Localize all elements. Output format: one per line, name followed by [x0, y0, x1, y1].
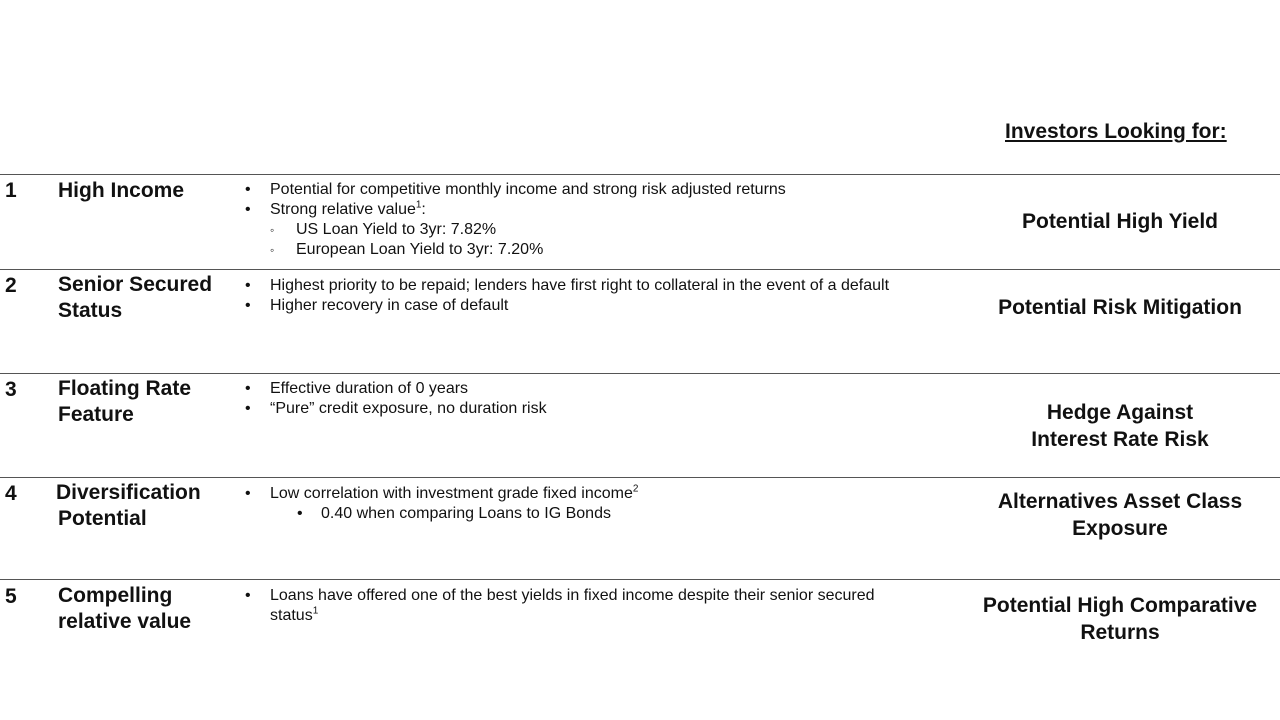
sub-bullet-item	[243, 220, 923, 240]
page-heading: Investors Looking for:	[1005, 120, 1227, 143]
row-title-line: Potential	[58, 507, 147, 530]
row-title-line: Compelling	[58, 584, 173, 607]
benefit-line: Potential Risk Mitigation	[998, 296, 1242, 319]
row-number: 1	[5, 179, 17, 202]
row-divider	[0, 579, 1280, 580]
benefit-line: Alternatives Asset Class	[997, 490, 1243, 513]
investor-benefit	[960, 488, 1280, 542]
benefit-line: Potential High Yield	[1021, 210, 1219, 233]
bullet-item	[243, 586, 903, 626]
bullet-list	[243, 180, 923, 260]
row-title	[58, 376, 191, 428]
bullet-text: 0.40 when comparing Loans to IG Bonds	[321, 505, 611, 522]
row-title-line: High Income	[58, 179, 185, 202]
sub-bullet-item	[243, 240, 923, 260]
bullet-text: Highest priority to be repaid; lenders have first right to collateral in the event of a default	[270, 277, 890, 294]
row-title	[58, 583, 191, 635]
benefit-line: Hedge Against	[1046, 401, 1194, 424]
row-divider	[0, 269, 1280, 270]
bullet-list	[243, 586, 903, 626]
footnote-mark: 2	[632, 483, 639, 495]
bullet-item	[243, 200, 923, 220]
benefit-line: Returns	[1080, 621, 1160, 644]
bullet-text: Effective duration of 0 years	[270, 380, 469, 397]
bullet-text: Low correlation with investment grade fixed income	[270, 485, 633, 502]
row-divider	[0, 373, 1280, 374]
row-divider	[0, 174, 1280, 175]
benefit-line: Interest Rate Risk	[1031, 428, 1209, 451]
bullet-item	[243, 276, 923, 296]
bullet-list	[243, 484, 923, 524]
benefit-line: Exposure	[1072, 517, 1168, 540]
row-number: 4	[5, 482, 17, 505]
bullet-item	[243, 379, 923, 399]
bullet-item	[243, 484, 923, 504]
investor-benefit	[960, 592, 1280, 646]
row-number: 2	[5, 274, 17, 297]
bullet-item	[243, 180, 923, 200]
sub-bullet-item	[243, 504, 923, 524]
investor-benefit	[960, 208, 1280, 235]
bullet-text: Potential for competitive monthly income and strong risk adjusted returns	[270, 181, 786, 198]
bullet-text: Strong relative value	[270, 201, 416, 218]
row-divider	[0, 477, 1280, 478]
bullet-suffix: :	[421, 201, 426, 218]
bullet-item	[243, 399, 923, 419]
row-title-line: Senior Secured	[58, 273, 213, 296]
row-title-line: Feature	[58, 403, 134, 426]
footnote-mark: 1	[312, 605, 319, 617]
row-title	[56, 480, 201, 532]
bullet-list	[243, 379, 923, 419]
row-title-line: Diversification	[56, 481, 201, 504]
investor-benefit	[960, 294, 1280, 321]
row-title	[58, 178, 184, 204]
bullet-item	[243, 296, 923, 316]
bullet-text: Loans have offered one of the best yields in fixed income despite their senior secured status	[270, 587, 875, 624]
bullet-text: US Loan Yield to 3yr: 7.82%	[296, 221, 497, 238]
row-number: 5	[5, 585, 17, 608]
row-title-line: Floating Rate	[58, 377, 192, 400]
footnote-mark: 1	[415, 199, 422, 211]
row-title-line: relative value	[58, 610, 192, 633]
benefit-line: Potential High Comparative	[982, 594, 1258, 617]
row-title	[58, 272, 212, 324]
bullet-text: “Pure” credit exposure, no duration risk	[270, 400, 547, 417]
bullet-text: Higher recovery in case of default	[270, 297, 509, 314]
bullet-list	[243, 276, 923, 316]
row-title-line: Status	[58, 299, 123, 322]
investor-benefit	[960, 399, 1280, 453]
row-number: 3	[5, 378, 17, 401]
bullet-text: European Loan Yield to 3yr: 7.20%	[296, 241, 544, 258]
